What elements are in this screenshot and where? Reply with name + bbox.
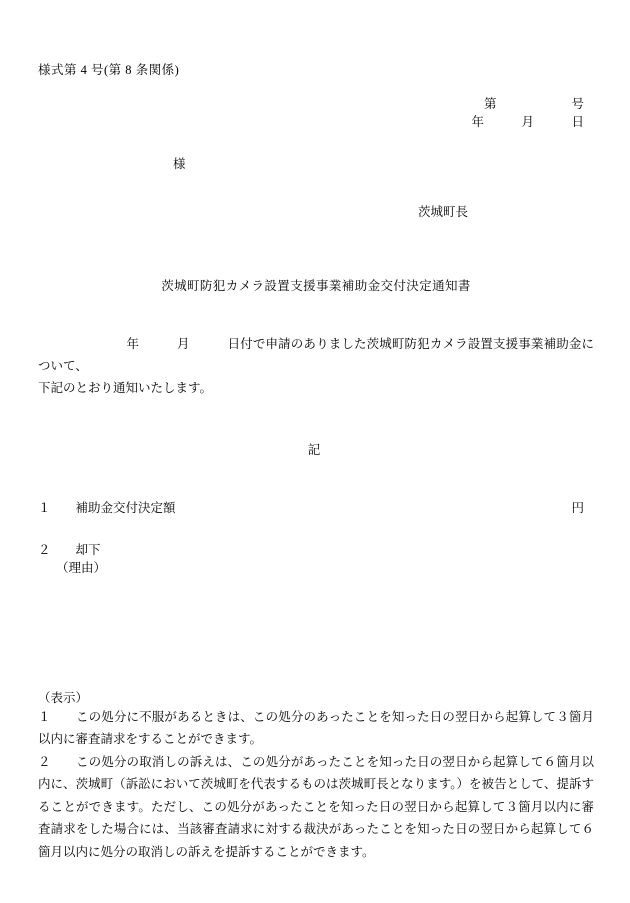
notice-item-1	[38, 706, 594, 751]
notice-item-2-number: ２	[38, 754, 76, 769]
notice-item-1-text: この処分に不服があるときは、この処分のあったことを知った日の翌日から起算して３箇月以内に審査請求をすることができます。	[38, 709, 594, 747]
intro-line-2: 下記のとおり通知いたします。	[38, 380, 213, 395]
notice-item-2	[38, 751, 594, 864]
notice-item-2-text: この処分の取消しの訴えは、この処分があったことを知った日の翌日から起算して６箇月以内に、茨城町（訴訟において茨城町を代表するものは茨城町長となります。）を被告として、提訴することができます。ただし、この処分があったことを知った日の翌日から起算して３箇月以内に審査請求をした場合には、当該審査請求に対する裁決があったことを知った日の翌日から起算して６箇月以内に処分の取消しの訴えを提訴することができます。	[38, 754, 594, 859]
ki-mark: 記	[307, 442, 321, 457]
item-subsidy-amount-unit: 円	[571, 500, 584, 515]
notice-item-1-number: １	[38, 709, 76, 724]
document-title: 茨城町防犯カメラ設置支援事業補助金交付決定通知書	[161, 279, 471, 293]
form-number: 様式第 4 号(第 8 条関係)	[38, 63, 180, 77]
item-rejection-label: ２ 却下	[38, 542, 101, 557]
document-date-field: 年 月 日	[471, 115, 584, 129]
issuer-line: 茨城町長	[418, 205, 469, 219]
intro-line-1: 年 月 日付で申請のありました茨城町防犯カメラ設置支援事業補助金について、	[38, 337, 594, 373]
item-subsidy-amount-label: １ 補助金交付決定額	[38, 500, 176, 515]
item-rejection-reason-label: （理由）	[56, 560, 107, 575]
document-number-field: 第 号	[483, 97, 584, 111]
intro-paragraph	[38, 334, 594, 400]
notice-heading: （表示）	[38, 690, 89, 705]
document-body	[38, 60, 594, 863]
addressee-line: 様	[173, 157, 186, 171]
item-subsidy-amount	[38, 498, 594, 516]
